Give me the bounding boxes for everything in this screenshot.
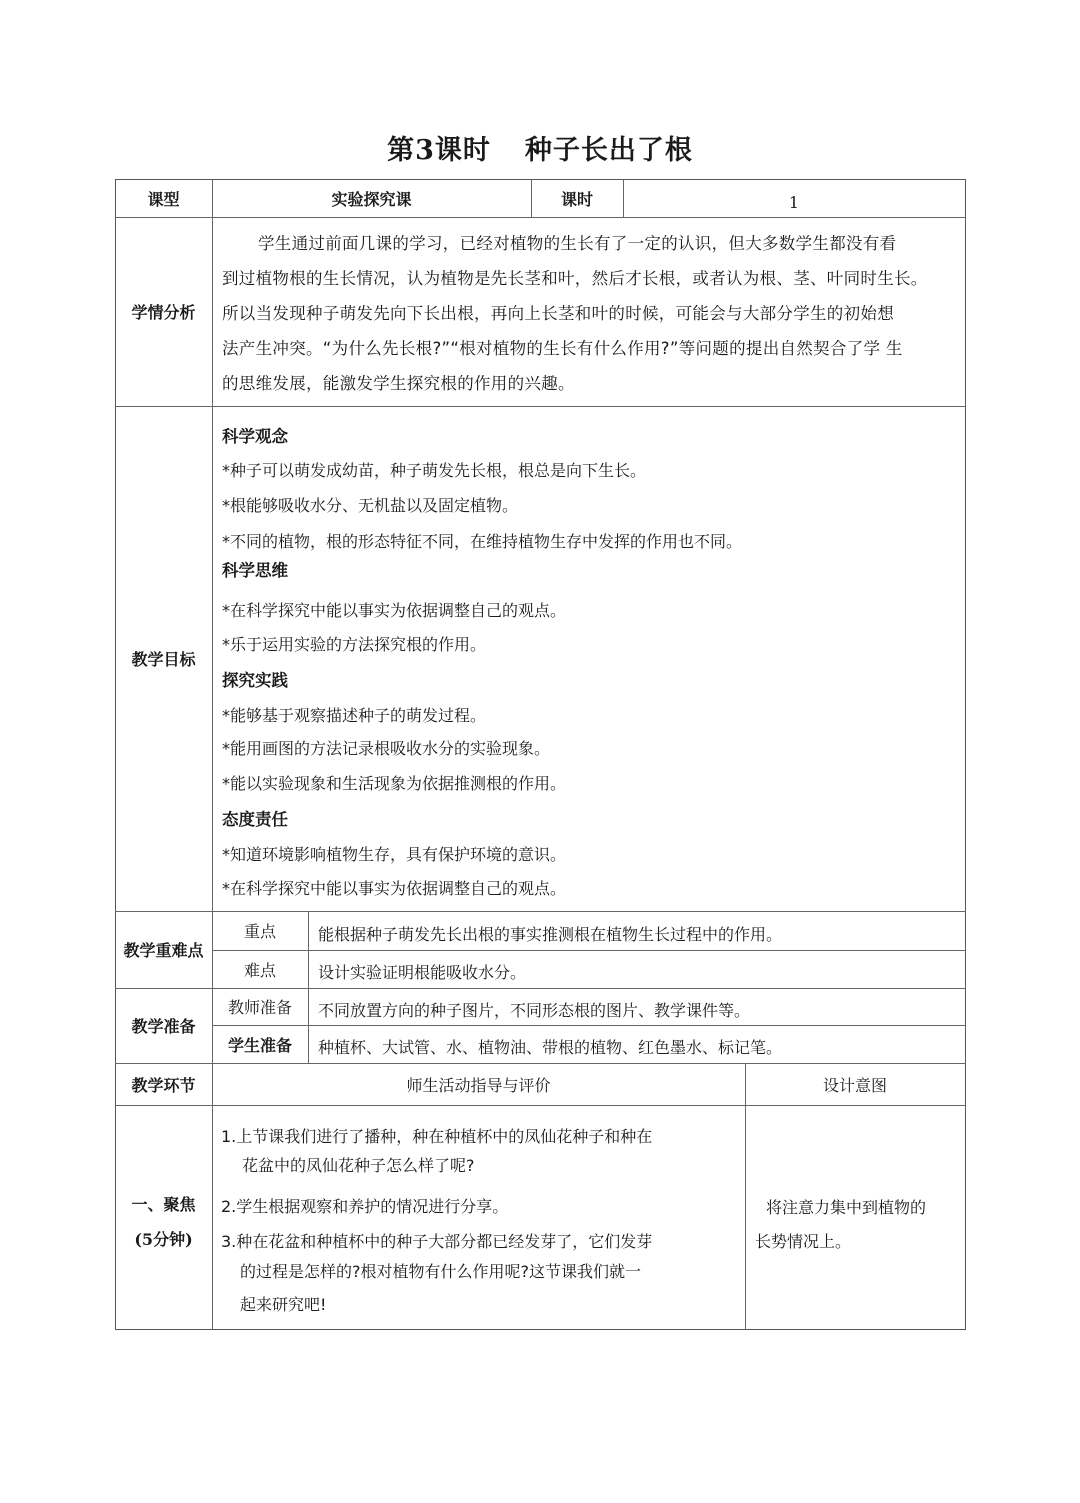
stage-time: (5分钟) (134, 1230, 193, 1249)
stage-name: 一、聚焦 (131, 1195, 196, 1214)
goal-item: *种子可以萌发成幼苗，种子萌发先长根，根总是向下生长。 (222, 461, 647, 480)
goal-heading: 态度责任 (222, 810, 288, 829)
row-divider (115, 1105, 966, 1106)
activity-line: 2.学生根据观察和养护的情况进行分享。 (221, 1197, 509, 1216)
goal-heading: 探究实践 (222, 671, 288, 690)
analysis-line: 到过植物根的生长情况，认为植物是先长茎和叶，然后才长根，或者认为根、茎、叶同时生长。 (222, 269, 928, 288)
class-hours-value: 1 (788, 192, 800, 212)
goal-item: *能用画图的方法记录根吸收水分的实验现象。 (222, 739, 551, 758)
goal-heading: 科学思维 (222, 561, 288, 580)
col-divider (212, 179, 213, 1330)
student-prep-text: 种植杯、大试管、水、植物油、带根的植物、红色墨水、标记笔。 (318, 1038, 783, 1057)
lesson-number: 第3课时 (387, 135, 491, 166)
activity-line: 1.上节课我们进行了播种，种在种植杯中的凤仙花种子和种在 (221, 1127, 653, 1146)
activity-line: 起来研究吧! (240, 1295, 327, 1314)
row-divider (212, 950, 966, 951)
lesson-name: 种子长出了根 (524, 135, 693, 166)
intent-line: 将注意力集中到植物的 (766, 1198, 927, 1217)
goal-item: *不同的植物，根的形态特征不同，在维持植物生存中发挥的作用也不同。 (222, 532, 743, 551)
goal-item: *乐于运用实验的方法探究根的作用。 (222, 635, 487, 654)
page-title (0, 128, 1080, 167)
analysis-line: 的思维发展，能激发学生探究根的作用的兴趣。 (222, 374, 575, 393)
goal-item: *在科学探究中能以事实为依据调整自己的观点。 (222, 879, 567, 898)
goal-item: *知道环境影响植物生存，具有保护环境的意识。 (222, 845, 567, 864)
intent-header: 设计意图 (822, 1075, 887, 1095)
prep-label: 教学准备 (131, 1017, 196, 1036)
activity-line: 花盆中的凤仙花种子怎么样了呢? (242, 1156, 475, 1175)
analysis-line: 法产生冲突。“为什么先长根?”“根对植物的生长有什么作用?”等问题的提出自然契合了学 生 (222, 339, 903, 358)
activity-header: 师生活动指导与评价 (406, 1075, 551, 1095)
key-point-label: 重点 (243, 922, 276, 941)
class-hours-label: 课时 (560, 189, 593, 209)
activity-line: 的过程是怎样的?根对植物有什么作用呢?这节课我们就一 (240, 1262, 641, 1281)
goals-label: 教学目标 (131, 650, 196, 669)
activity-line: 3.种在花盆和种植杯中的种子大部分都已经发芽了，它们发芽 (221, 1232, 653, 1251)
stage-header: 教学环节 (131, 1075, 196, 1095)
goal-item: *在科学探究中能以事实为依据调整自己的观点。 (222, 601, 567, 620)
course-type-value: 实验探究课 (331, 189, 412, 209)
analysis-line: 所以当发现种子萌发先向下长出根，再向上长茎和叶的时候，可能会与大部分学生的初始想 (222, 304, 894, 323)
course-type-label: 课型 (147, 189, 180, 209)
hard-point-text: 设计实验证明根能吸收水分。 (318, 963, 527, 982)
analysis-line: 学生通过前面几课的学习，已经对植物的生长有了一定的认识，但大多数学生都没有看 (258, 234, 897, 253)
teacher-prep-text: 不同放置方向的种子图片，不同形态根的图片、教学课件等。 (318, 1001, 751, 1020)
row-divider (115, 406, 966, 407)
col-divider (308, 911, 309, 1063)
key-point-text: 能根据种子萌发先长出根的事实推测根在植物生长过程中的作用。 (318, 925, 783, 944)
student-prep-label: 学生准备 (227, 1035, 292, 1055)
goal-item: *能以实验现象和生活现象为依据推测根的作用。 (222, 774, 567, 793)
analysis-text (222, 226, 962, 401)
goal-heading: 科学观念 (222, 427, 288, 446)
intent-line: 长势情况上。 (755, 1232, 852, 1251)
goal-item: *根能够吸收水分、无机盐以及固定植物。 (222, 496, 519, 515)
goal-item: *能够基于观察描述种子的萌发过程。 (222, 706, 487, 725)
row-divider (212, 1025, 966, 1026)
teacher-prep-label: 教师准备 (227, 998, 292, 1017)
hard-point-label: 难点 (243, 960, 276, 980)
analysis-label: 学情分析 (131, 303, 196, 322)
difficulty-label: 教学重难点 (123, 941, 204, 960)
